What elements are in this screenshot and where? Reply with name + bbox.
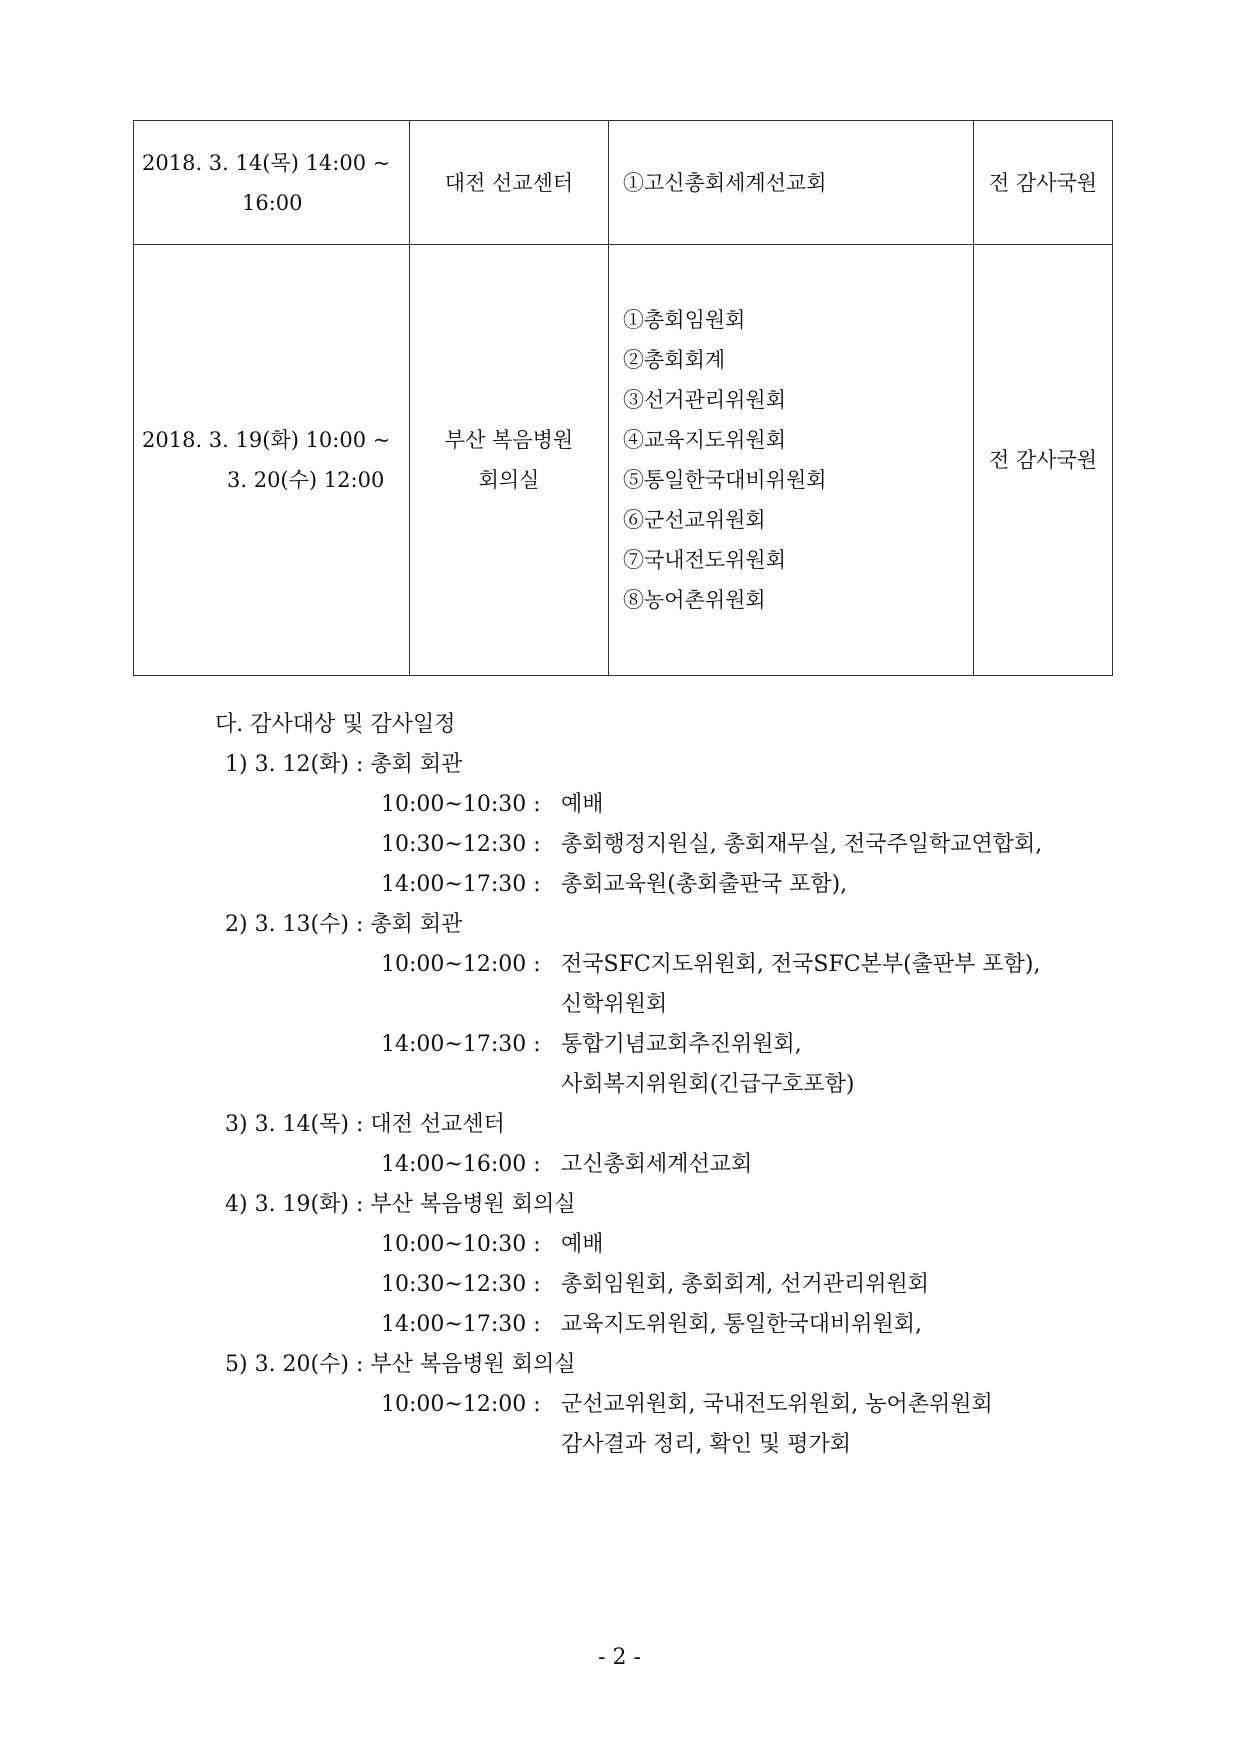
- auditor-text: 전 감사국원: [988, 448, 1098, 472]
- target-item: ⑤통일한국대비위원회: [623, 468, 827, 492]
- time-label: 10:00~10:30 :: [381, 792, 541, 817]
- auditor-cell: [974, 245, 1113, 676]
- audit-schedule-table: [133, 120, 1113, 676]
- auditor-text: 전 감사국원: [988, 170, 1098, 195]
- auditor-cell: [974, 121, 1113, 245]
- datetime-line: 2018. 3. 19(화) 10:00 ~: [142, 428, 391, 452]
- time-label: 10:30~12:30 :: [381, 832, 541, 857]
- place-cell: [410, 121, 609, 245]
- target-cell: [609, 121, 974, 245]
- day-label: 4) 3. 19(화) : 부산 복음병원 회의실: [225, 1192, 576, 1217]
- day-label: 1) 3. 12(화) : 총회 회관: [225, 752, 463, 777]
- time-label: 14:00~17:30 :: [381, 1032, 541, 1057]
- place-line: 회의실: [478, 468, 540, 492]
- target-item: ④교육지도위원회: [623, 428, 787, 452]
- time-label: 14:00~17:30 :: [381, 1312, 541, 1337]
- datetime-line: 3. 20(수) 12:00: [227, 468, 385, 492]
- time-label: 14:00~17:30 :: [381, 872, 541, 897]
- section-heading: 다. 감사대상 및 감사일정: [215, 712, 456, 737]
- place-cell: [410, 245, 609, 676]
- target-item: ③선거관리위원회: [623, 388, 787, 412]
- target-item: ①고신총회세계선교회: [623, 170, 827, 195]
- schedule-desc: 통합기념교회추진위원회,: [561, 1032, 802, 1057]
- schedule-desc: 총회임원회, 총회회계, 선거관리위원회: [561, 1272, 930, 1297]
- target-item: ⑦국내전도위원회: [623, 548, 787, 572]
- schedule-desc: 총회교육원(총회출판국 포함),: [561, 872, 848, 897]
- target-item: ①총회임원회: [623, 308, 746, 332]
- time-label: 10:00~12:00 :: [381, 1392, 541, 1417]
- place-line: 부산 복음병원: [444, 428, 574, 452]
- target-cell: [609, 245, 974, 676]
- day-label: 2) 3. 13(수) : 총회 회관: [225, 912, 463, 937]
- day-label: 3) 3. 14(목) : 대전 선교센터: [225, 1112, 505, 1137]
- schedule-desc: 예배: [561, 1232, 604, 1257]
- schedule-desc: 군선교위원회, 국내전도위원회, 농어촌위원회: [561, 1392, 993, 1417]
- schedule-desc: 예배: [561, 792, 604, 817]
- datetime-line: 16:00: [242, 190, 303, 215]
- datetime-cell: [134, 245, 410, 676]
- time-label: 14:00~16:00 :: [381, 1152, 541, 1177]
- target-item: ⑥군선교위원회: [623, 508, 766, 532]
- datetime-line: 2018. 3. 14(목) 14:00 ~: [142, 150, 391, 175]
- table-row: [134, 121, 1113, 245]
- place-line: 대전 선교센터: [444, 170, 574, 195]
- page-number: - 2 -: [598, 1645, 641, 1670]
- time-label: 10:30~12:30 :: [381, 1272, 541, 1297]
- day-label: 5) 3. 20(수) : 부산 복음병원 회의실: [225, 1352, 576, 1377]
- schedule-desc: 신학위원회: [561, 992, 668, 1017]
- target-item: ⑧농어촌위원회: [623, 588, 766, 612]
- schedule-desc: 고신총회세계선교회: [561, 1152, 753, 1177]
- schedule-desc: 교육지도위원회, 통일한국대비위원회,: [561, 1312, 923, 1337]
- time-label: 10:00~10:30 :: [381, 1232, 541, 1257]
- table-row: [134, 245, 1113, 676]
- schedule-desc: 사회복지위원회(긴급구호포함): [561, 1072, 855, 1097]
- schedule-desc: 감사결과 정리, 확인 및 평가회: [561, 1432, 851, 1457]
- schedule-desc: 총회행정지원실, 총회재무실, 전국주일학교연합회,: [561, 832, 1043, 857]
- time-label: 10:00~12:00 :: [381, 952, 541, 977]
- schedule-desc: 전국SFC지도위원회, 전국SFC본부(출판부 포함),: [561, 952, 1041, 977]
- datetime-cell: [134, 121, 410, 245]
- target-item: ②총회회계: [623, 348, 726, 372]
